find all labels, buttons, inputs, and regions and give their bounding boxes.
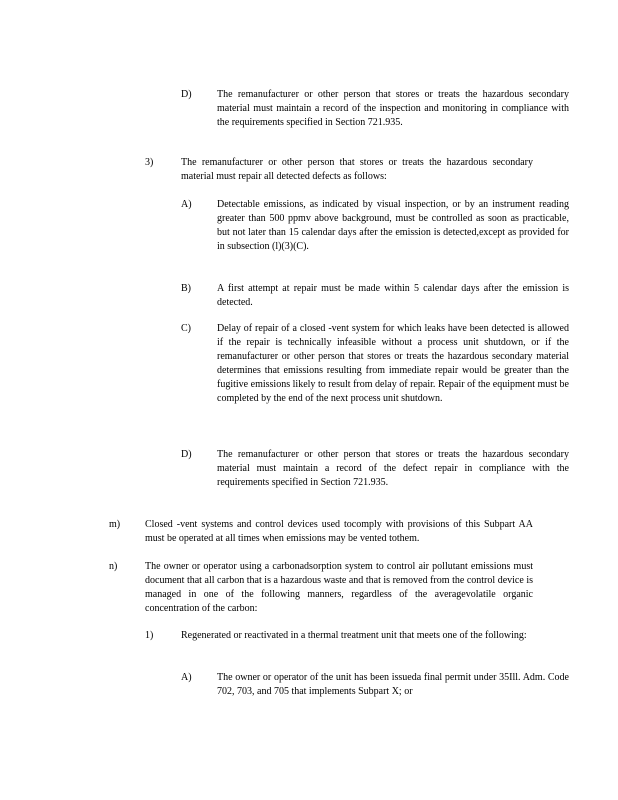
item-label: B)	[181, 283, 191, 294]
item-label: C)	[181, 323, 191, 334]
item-text: Detectable emissions, as indicated by visual inspection, or by an instrument reading greater than 500 ppmv above background, must be controlled as soon as practicable, but not later than 15 calendar days after the emission is detected,except as provided for in subsection (l)(3)(C).	[217, 199, 569, 252]
item-text: The remanufacturer or other person that stores or treats the hazardous secondary material must maintain a record of the defect repair in compliance with the requirements specified in Section 721.935.	[217, 449, 569, 488]
item-label: n)	[109, 561, 118, 572]
item-label: A)	[181, 199, 192, 210]
item-label: D)	[181, 89, 192, 100]
item-text: Delay of repair of a closed -vent system for which leaks have been detected is allowed if the repair is technically infeasible without a process unit shutdown, or if the remanufacturer or other person that stores or treats the hazardous secondary material determines that emissions resulting from immediate repair would be greater than the fugitive emissions likely to result from delay of repair. Repair of the equipment must be completed by the end of the next process unit shutdown.	[217, 323, 569, 404]
item-text: Regenerated or reactivated in a thermal treatment unit that meets one of the following:	[181, 630, 527, 641]
item-text: A first attempt at repair must be made within 5 calendar days after the emission is detected.	[217, 283, 569, 308]
item-text: The remanufacturer or other person that stores or treats the hazardous secondary material must repair all detected defects as follows:	[181, 157, 533, 182]
item-text: The remanufacturer or other person that stores or treats the hazardous secondary material must maintain a record of the inspection and monitoring in compliance with the requirements specified in Section 721.935.	[217, 89, 569, 128]
item-label: 1)	[145, 630, 154, 641]
item-text: The owner or operator using a carbonadsorption system to control air pollutant emissions must document that all carbon that is a hazardous waste and that is removed from the control device is managed in one of the following manners, regardless of the averagevolatile organic concentration of the carbon:	[145, 561, 533, 614]
item-label: 3)	[145, 157, 154, 168]
item-label: A)	[181, 672, 192, 683]
item-label: D)	[181, 449, 192, 460]
item-text: The owner or operator of the unit has been issueda final permit under 35Ill. Adm. Code 702, 703, and 705 that implements Subpart X; or	[217, 672, 569, 697]
item-text: Closed -vent systems and control devices used tocomply with provisions of this Subpart AA must be operated at all times when emissions may be vented tothem.	[145, 519, 533, 544]
item-label: m)	[109, 519, 121, 530]
